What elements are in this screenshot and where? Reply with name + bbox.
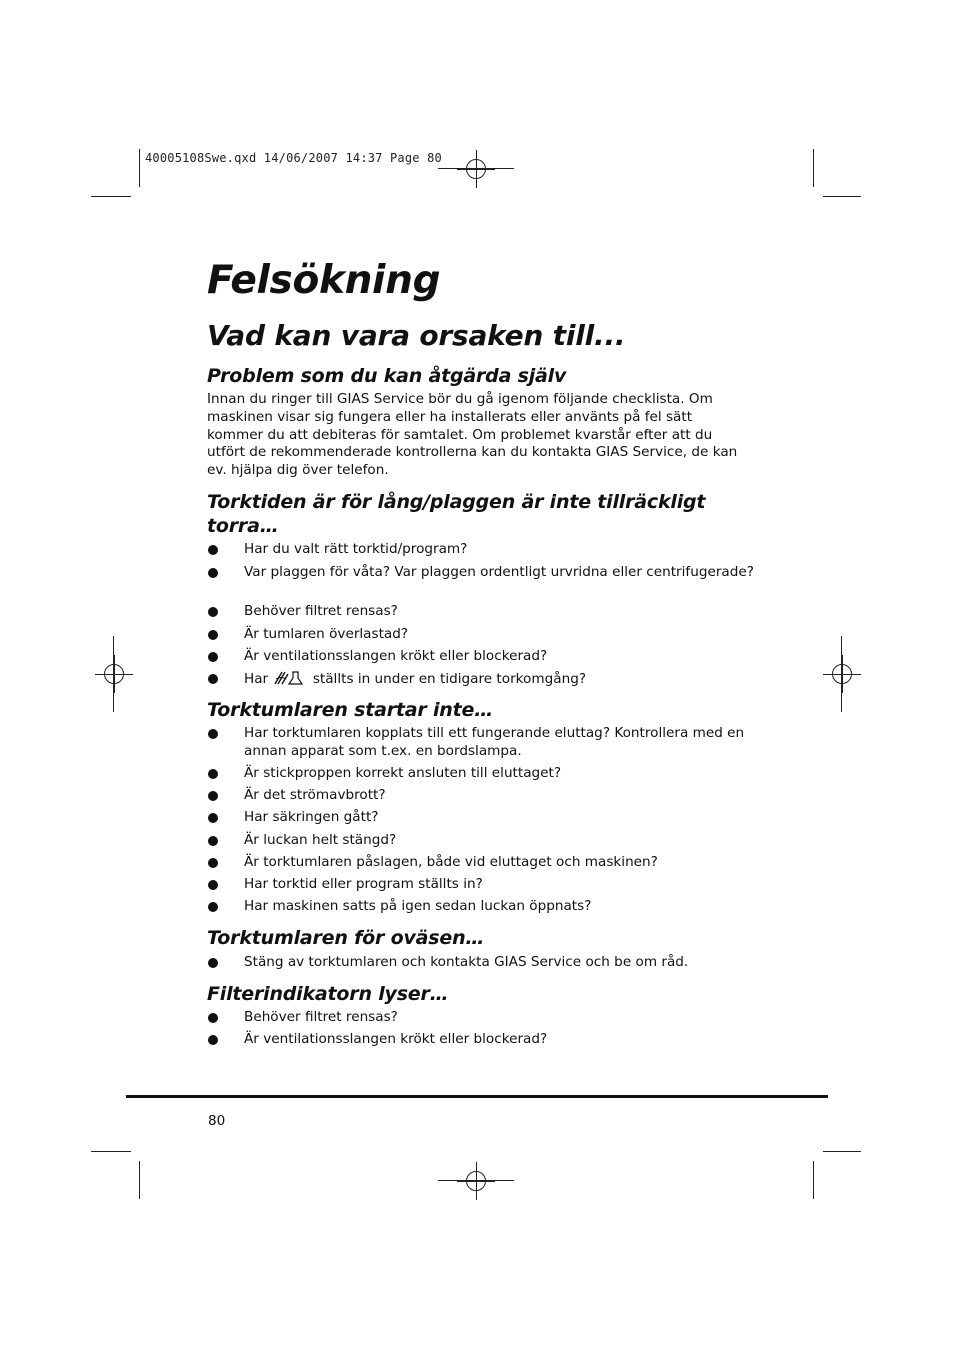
- bullet-icon: [208, 545, 218, 555]
- printer-slug: 40005108Swe.qxd 14/06/2007 14:37 Page 80: [145, 151, 442, 165]
- section-heading-filter-indicator: Filterindikatorn lyser…: [207, 983, 449, 1005]
- crop-mark: [139, 1161, 140, 1199]
- footer-rule: [126, 1095, 828, 1098]
- crop-mark: [91, 196, 131, 197]
- bullet-icon: [208, 652, 218, 662]
- page-subtitle: Vad kan vara orsaken till...: [207, 319, 626, 352]
- registration-mark-icon: [95, 655, 133, 693]
- bullet-icon: [208, 858, 218, 868]
- bullet-icon: [208, 791, 218, 801]
- bullet-icon: [208, 813, 218, 823]
- bullet-icon: [208, 769, 218, 779]
- bullet-icon: [208, 607, 218, 617]
- section-heading-self-fix: Problem som du kan åtgärda själv: [207, 365, 567, 387]
- registration-mark-icon: [457, 150, 495, 188]
- page-number: 80: [208, 1113, 226, 1129]
- registration-mark-icon: [823, 655, 861, 693]
- crop-mark: [823, 1151, 861, 1152]
- crop-mark: [813, 149, 814, 187]
- crop-mark: [113, 636, 114, 712]
- bullet-icon: [208, 836, 218, 846]
- crop-mark: [813, 1161, 814, 1199]
- bullet-icon: [208, 1035, 218, 1045]
- intro-paragraph: Innan du ringer till GIAS Service bör du gå igenom följande checklista. Om maskinen visar sig fungera eller ha installerats eller använts på fel sätt kommer du att debiteras för samtalet. Om problemet kvarstår efter att du utfört de rekommenderade kontrollerna kan du kontakta GIAS Service, de kan ev. hjälpa dig över telefon.: [207, 391, 738, 479]
- crop-mark: [91, 1151, 131, 1152]
- bullet-icon: [208, 630, 218, 640]
- dryness-level-icon: [273, 670, 307, 686]
- crop-mark: [841, 636, 842, 712]
- bullet-icon: [208, 674, 218, 684]
- registration-mark-icon: [457, 1162, 495, 1200]
- bullet-icon: [208, 729, 218, 739]
- page-title: Felsökning: [207, 258, 441, 303]
- bullet-icon: [208, 568, 218, 578]
- bullet-icon: [208, 880, 218, 890]
- bullet-icon: [208, 958, 218, 968]
- crop-mark: [823, 196, 861, 197]
- section-heading-wont-start: Torktumlaren startar inte…: [207, 699, 493, 721]
- bullet-icon: [208, 902, 218, 912]
- bullet-icon: [208, 1013, 218, 1023]
- section-heading-noise: Torktumlaren för oväsen…: [207, 927, 485, 949]
- crop-mark: [139, 149, 140, 187]
- section-heading-drying-time: Torktiden är för lång/plaggen är inte tillräckligt torra…: [207, 491, 706, 537]
